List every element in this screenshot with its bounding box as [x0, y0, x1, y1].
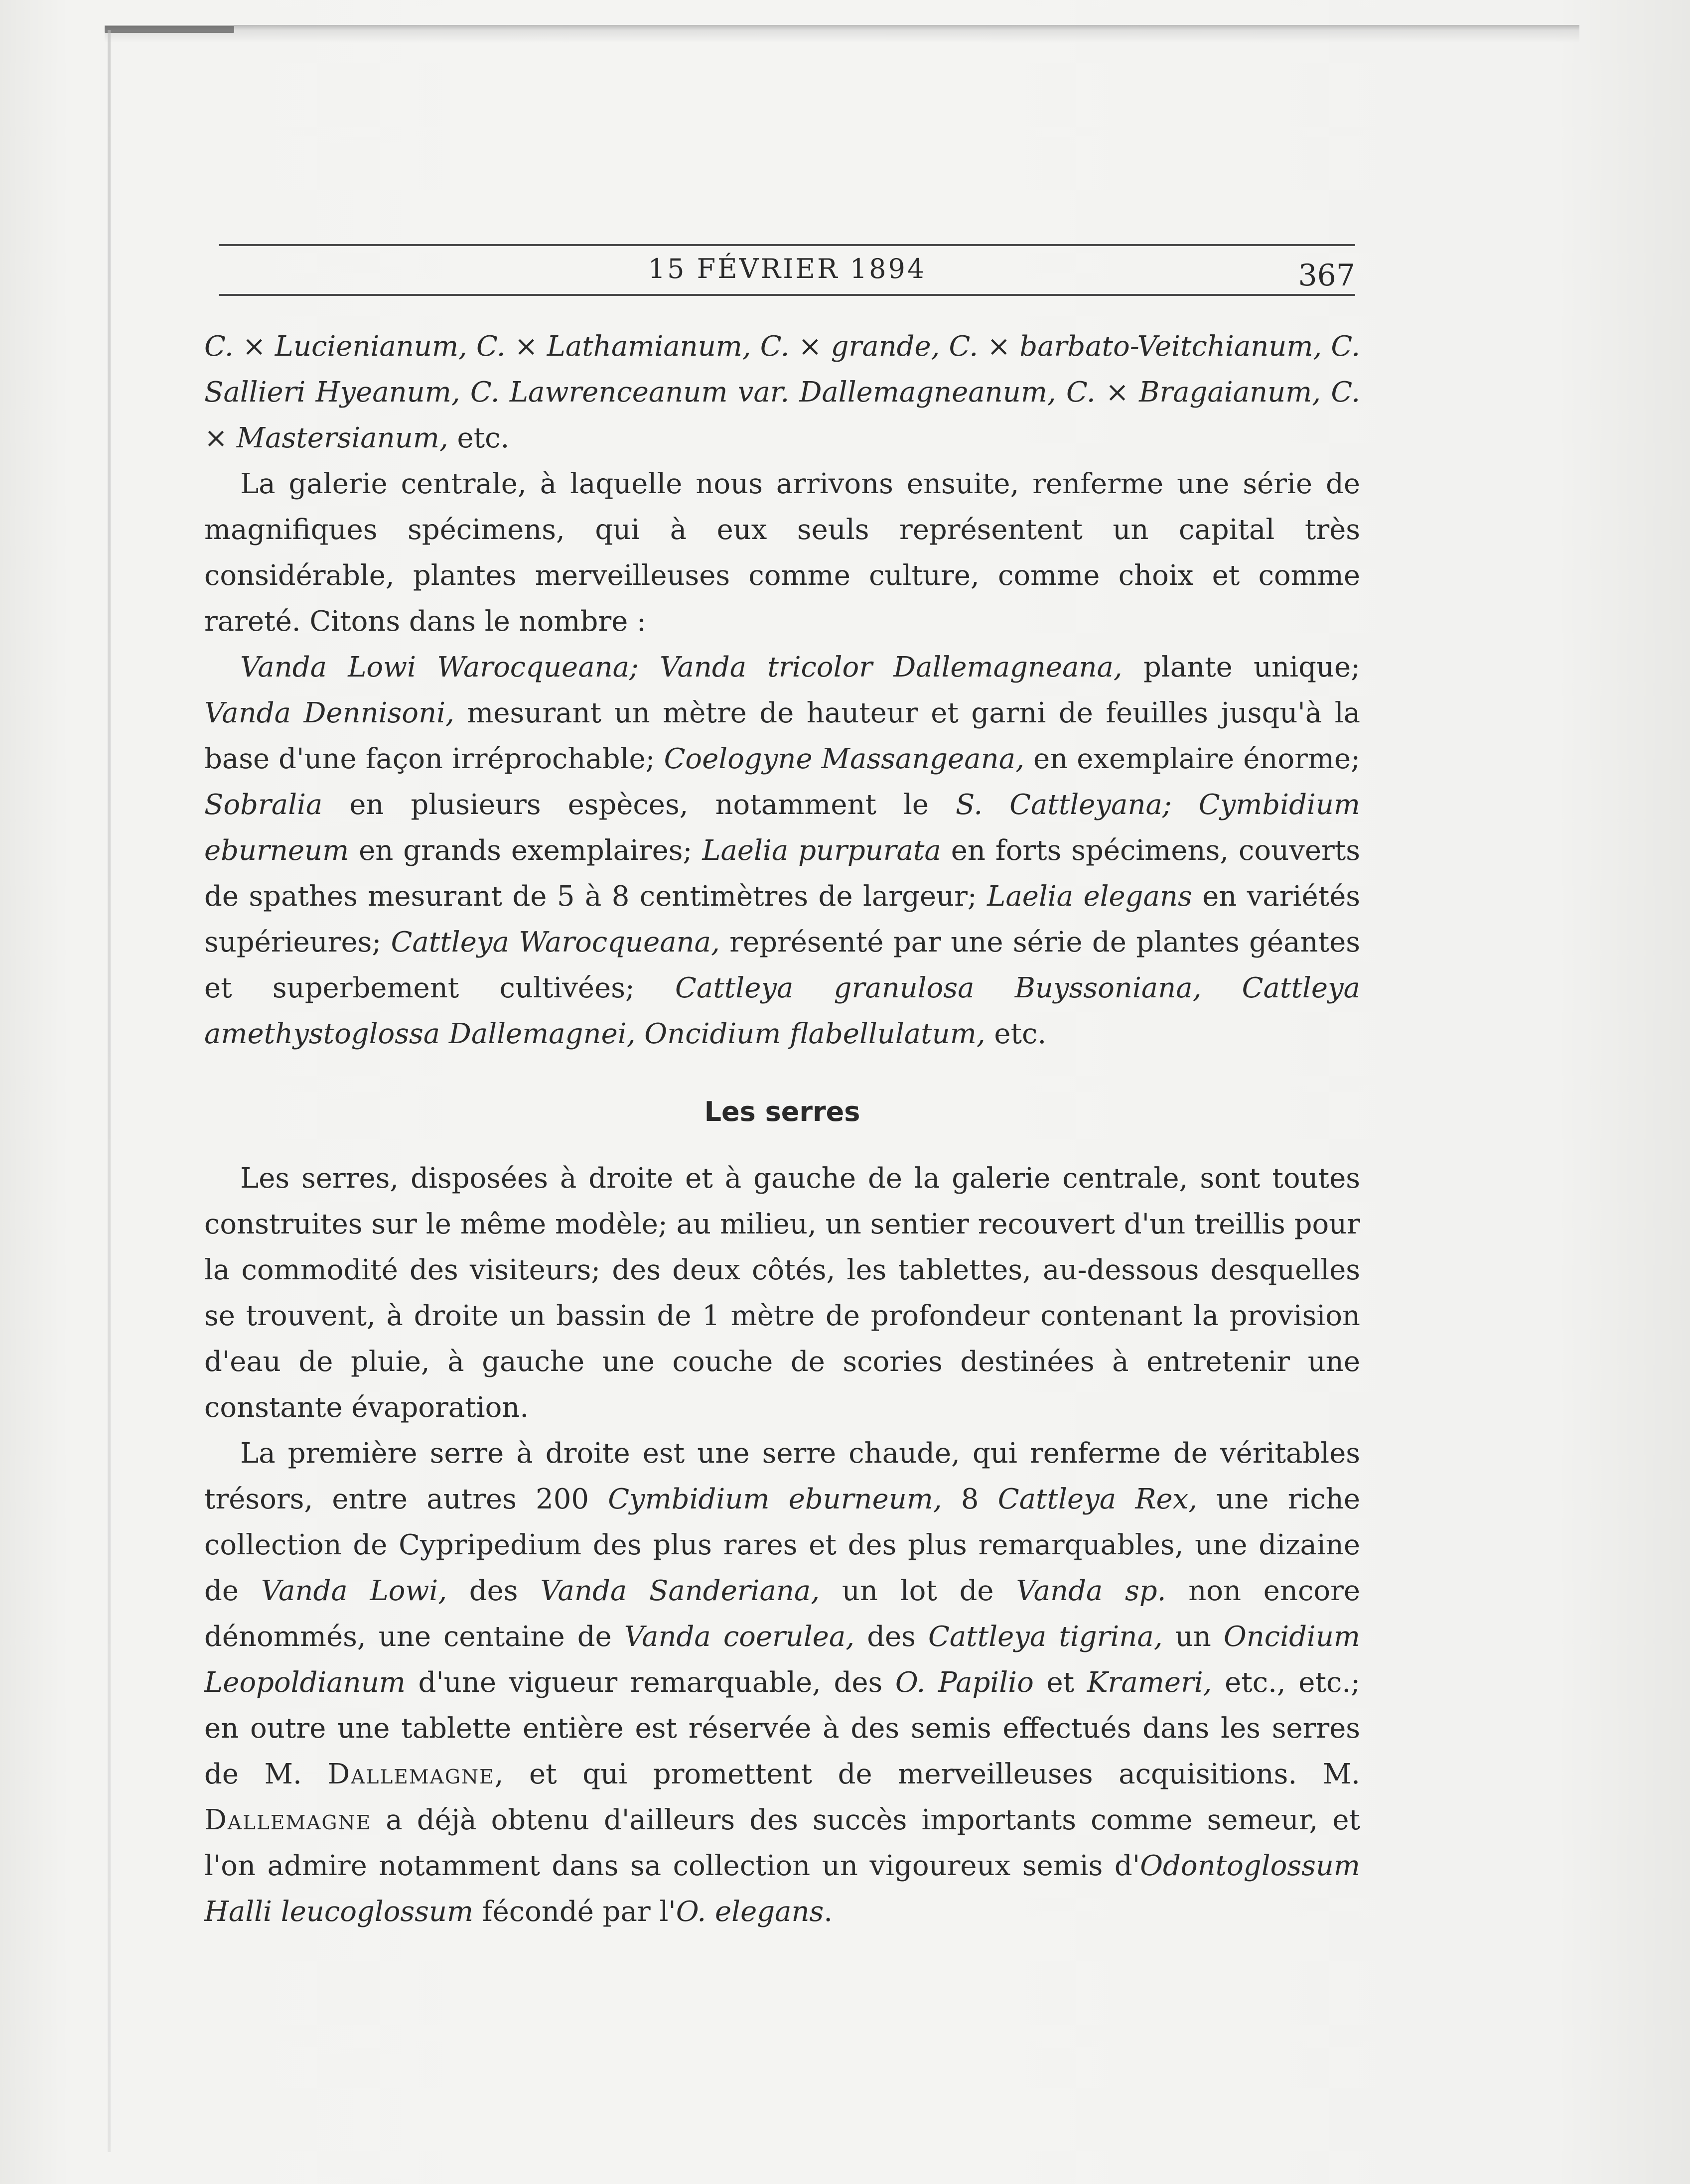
text-run: fécondé par l' [473, 1896, 676, 1928]
header-date: 15 FÉVRIER 1894 [648, 253, 927, 284]
paragraph-premiere-serre [204, 1431, 1360, 1935]
running-head [219, 253, 1355, 293]
species-name: Vanda sp. [1016, 1575, 1166, 1607]
species-name: Laelia elegans [987, 880, 1192, 913]
text-run: des [447, 1575, 541, 1607]
text-run: une riche collection de Cypripedium des plus rares et des plus remarquables, une dizaine de [204, 1483, 1361, 1607]
species-name: Krameri, [1087, 1666, 1212, 1699]
species-name: Oncidium Leopoldianum [204, 1621, 1361, 1699]
header-rule-top [219, 244, 1355, 246]
text-run: etc. [985, 1018, 1047, 1050]
text-run: d'une vigueur remarquable, des [405, 1666, 895, 1699]
person-name: Dallemagne [204, 1804, 372, 1836]
text-run: des [854, 1621, 928, 1653]
scan-shadow-top [105, 25, 1579, 43]
etc-text: etc. [448, 422, 510, 454]
species-name: Laelia purpurata [702, 834, 941, 867]
species-name: Vanda Lowi, [261, 1575, 447, 1607]
text-run: en grands exemplaires; [349, 834, 703, 867]
text-run: . [824, 1896, 833, 1928]
body-text [204, 324, 1360, 1935]
species-name: Vanda Lowi Warocqueana; Vanda tricolor Dallemagneana, [240, 651, 1123, 683]
scan-shadow-corner [105, 26, 234, 33]
species-name: S. Cattleyana; Cymbidium eburneum [204, 789, 1360, 867]
text-run: et [1033, 1666, 1087, 1699]
person-name: Dallemagne [327, 1758, 495, 1790]
page-number: 367 [1298, 258, 1355, 293]
species-name: Cattleya Warocqueana, [391, 926, 720, 958]
section-heading: Les serres [704, 1096, 860, 1127]
species-name: Cattleya granulosa Buyssoniana, Cattleya amethystoglossa Dallemagnei, Oncidium flabellulatum, [204, 972, 1360, 1050]
species-name: Cattleya Rex, [997, 1483, 1198, 1515]
text-run: non encore dénommés, une centaine de [204, 1575, 1360, 1653]
paragraph-galerie: La galerie centrale, à laquelle nous arrivons ensuite, renferme une série de magnifiques spécimens, qui à eux seuls représentent un capital très considérable, plantes merveilleuses comme culture, comme choix et comme rareté. Citons dans le nombre : [204, 468, 1360, 638]
text-run: représenté par une série de plantes géantes et superbement cultivées; [204, 926, 1360, 1004]
text-run: La première serre à droite est une serre chaude, qui renferme de véritables trésors, entre autres 200 [204, 1437, 1360, 1515]
text-run: 8 [942, 1483, 998, 1515]
species-name: Sobralia [204, 789, 323, 821]
species-name: Vanda coerulea, [624, 1621, 855, 1653]
paragraph-specimens [204, 645, 1360, 1057]
species-name: Odontoglossum Halli leucoglossum [204, 1850, 1360, 1928]
species-name: Coelogyne Massangeana, [664, 743, 1024, 775]
text-run: a déjà obtenu d'ailleurs des succès importants comme semeur, et l'on admire notamment dans sa collection un vigoureux semis d' [204, 1804, 1360, 1882]
text-run: un lot de [820, 1575, 1016, 1607]
scan-shadow-left [108, 30, 111, 2152]
header-rule-bottom [219, 294, 1355, 296]
text-run: etc., etc.; en outre une tablette entière est réservée à des semis effectués dans les serres de M. [204, 1666, 1360, 1790]
text-run: , et qui promettent de merveilleuses acquisitions. M. [494, 1758, 1360, 1790]
text-run: un [1162, 1621, 1224, 1653]
text-run: plante unique; [1122, 651, 1361, 683]
paragraph-serres: Les serres, disposées à droite et à gauche de la galerie centrale, sont toutes construites sur le même modèle; au milieu, un sentier recouvert d'un treillis pour la commodité des visiteurs; des deux côtés, les tablettes, au-dessous desquelles se trouvent, à droite un bassin de 1 mètre de profondeur contenant la provision d'eau de pluie, à gauche une couche de scories destinées à entretenir une constante évaporation. [204, 1162, 1360, 1424]
paragraph-continued-list [204, 324, 1360, 461]
species-name: Vanda Sanderiana, [540, 1575, 820, 1607]
species-name: O. Papilio [895, 1666, 1034, 1699]
species-name: Vanda Dennisoni, [204, 697, 454, 729]
species-name: Cymbidium eburneum, [608, 1483, 942, 1515]
text-run: en variétés supérieures; [204, 880, 1360, 958]
text-run: en plusieurs espèces, notamment le [322, 789, 956, 821]
text-run: en exemplaire énorme; [1024, 743, 1361, 775]
text-run: mesurant un mètre de hauteur et garni de feuilles jusqu'à la base d'une façon irréprochable; [204, 697, 1360, 775]
species-name: O. elegans [676, 1896, 824, 1928]
species-name: Cattleya tigrina, [928, 1621, 1163, 1653]
text-run: en forts spécimens, couverts de spathes mesurant de 5 à 8 centimètres de largeur; [204, 834, 1360, 913]
species-list: C. × Lucienianum, C. × Lathamianum, C. × grande, C. × barbato-Veitchianum, C. Sallieri Hyeanum, C. Lawrenceanum var. Dallemagneanum, C. × Bragaianum, C. × Mastersianum, [204, 330, 1360, 454]
